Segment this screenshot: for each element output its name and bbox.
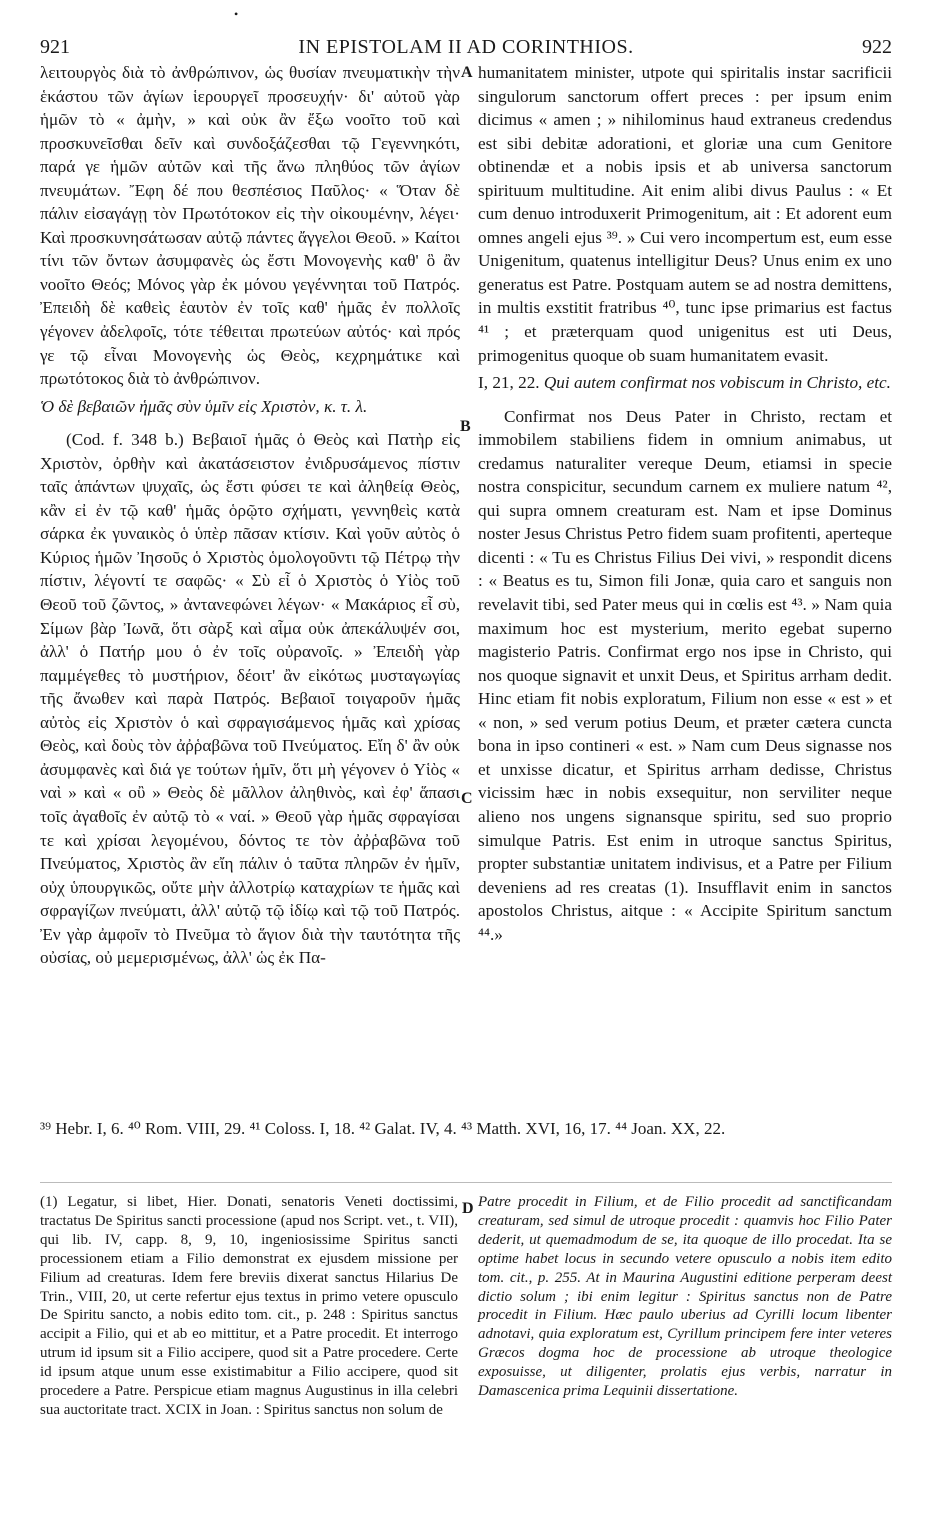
scripture-references: ³⁹ Hebr. I, 6. ⁴⁰ Rom. VIII, 29. ⁴¹ Coloss. I, 18. ⁴² Galat. IV, 4. ⁴³ Matth. XVI, 16, 17. ⁴⁴ Joan. XX, 22. bbox=[40, 1119, 726, 1138]
spacer bbox=[40, 418, 460, 428]
spacer bbox=[478, 395, 892, 405]
margin-marker-b: B bbox=[460, 418, 471, 435]
greek-column bbox=[40, 61, 460, 970]
greek-paragraph-2: (Cod. f. 348 b.) Βεβαιοῖ ἡμᾶς ὁ Θεὸς καὶ Πατὴρ εἰς Χριστὸν, ὀρθὴν καὶ ἀκατάσειστον ἐνιδρυσάμενος πίστιν ταῖς ἁπάντων ψυχαῖς, ὡς ἔστι φύσει τε καὶ ἀληθείᾳ Θεὸς, κἂν εἰ ἐν τῷ καθ' ἡμᾶς ὁρῷτο σχήματι, γεννηθεὶς κατὰ σάρκα ἐκ γυναικὸς ὁ ὑπὲρ πᾶσαν κτίσιν. Καὶ γοῦν αὐτὸς ὁ Κύριος ἡμῶν Ἰησοῦς ὁ Χριστὸς ὁμολογοῦντι τῷ Πέτρῳ τὴν πίστιν, λέγοντί τε σαφῶς· « Σὺ εἶ ὁ Χριστὸς ὁ Υἱὸς τοῦ Θεοῦ τοῦ ζῶντος, » ἀντανεφώνει λέγων· « Μακάριος εἶ σὺ, Σίμων βὰρ Ἰωνᾶ, ὅτι σὰρξ καὶ αἷμα οὐκ ἀπεκάλυψέν σοι, ἀλλ' ὁ Πατήρ μου ὁ ἐν τοῖς οὐρανοῖς. » Ἐπειδὴ γὰρ παμμέγεθες τὸ μυστήριον, δέοιτ' ἂν εἰκότως μυσταγωγίας τῆς ἄνωθεν καὶ παρὰ Πατρός. Βεβαιοῖ τοιγαροῦν ἡμᾶς αὐτὸς εἰς Χριστὸν ὁ καὶ σφραγισάμενος ἡμᾶς καὶ χρίσας Θεὸς, καὶ δοὺς τὸν ἀῤῥαβῶνα τοῦ Πνεύματος. Εἴη δ' ἂν οὐκ ἀσυμφανὲς καὶ διά γε τούτων ἡμῖν, ὅτι μὴ γέγονεν ὁ Υἱὸς « ναὶ » καὶ « οὒ » Θεὸς δὲ μᾶλλον ἀληθινὸς, καὶ ἐφ' ἅπασι τοῖς ἀγαθοῖς ἐν αὐτῷ τὸ « ναί. » Θεοῦ γὰρ ἡμᾶς σφραγίσαι τε καὶ χρίσαι λεγομένου, δόντος τε τὸν ἀῤῥαβῶνα τοῦ Πνεύματος, Χριστὸς ἂν εἴη πάλιν ὁ ταῦτα πληρῶν ἐν ἡμῖν, οὐχ ὑπουργικῶς, οὔτε μὴν ἀλλοτρίῳ καταχρίων τε ἡμᾶς καὶ σφραγίζων πνεύματι, ἀλλ' αὐτῷ τῷ ἰδίῳ καὶ τῷ τοῦ Πατρός. Ἐν γὰρ ἀμφοῖν τὸ Πνεῦμα τὸ ἅγιον διὰ τὴν ταυτότητα τῆς οὐσίας, οὐ μεμερισμένως, ἀλλ' ὡς ἐκ Πα- bbox=[40, 430, 460, 968]
running-title: IN EPISTOLAM II AD CORINTHIOS. bbox=[298, 36, 634, 58]
page-speck: • bbox=[234, 7, 239, 21]
greek-lemma: Ὁ δὲ βεβαιῶν ἡμᾶς σὺν ὑμῖν εἰς Χριστὸν, κ. τ. λ. bbox=[40, 396, 368, 416]
page-number-right: 922 bbox=[862, 36, 892, 58]
latin-paragraph-1: humanitatem minister, utpote qui spiritalis instar sacrificii singulorum sanctorum offert preces : per ipsum enim dicimus « amen ; » nihilominus haud extraneus credendus est sibi debitæ adorationi, et gloriæ una cum Genitore obtinendæ et a nobis ipsis et ab universa sanctorum spirituum multitudine. Ait enim alibi divus Paulus : « Et cum denuo introduxerit Primogenitum, ait : Et adorent eum omnes angeli ejus ³⁹. » Cui vero incompertum est, eum esse Unigenitum, quatenus intelligitur Deus? Unus enim ex uno generatus est Patre. Postquam autem se ad nostra demittens, in multis exstitit fratribus ⁴⁰, tunc ipse primarius est factus ⁴¹ ; et præterquam quod unigenitus est uti Deus, primogenitus quoque ob suam humanitatem evasit. bbox=[478, 63, 892, 365]
notes-divider bbox=[40, 1182, 892, 1183]
greek-paragraph-1: λειτουργὸς διὰ τὸ ἀνθρώπινον, ὡς θυσίαν πνευματικὴν τὴν ἑκάστου τῶν ἁγίων ἱερουργεῖ προσευχήν· δι' αὐτοῦ γὰρ ἡμῶν τὸ « ἀμὴν, » καὶ οὐκ ἂν ἔξω νοοῖτο τοῦ καὶ προσκυνεῖσθαι δεῖν καὶ συνδοξάζεσθαι τῷ Γεγεννηκότι, παρά γε ἡμῶν αὐτῶν καὶ τῆς ἄνω πληθύος τῶν ἁγίων πνευμάτων. Ἔφη δέ που θεσπέσιος Παῦλος· « Ὅταν δὲ πάλιν εἰσαγάγῃ τὸν Πρωτότοκον εἰς τὴν οἰκουμένην, λέγει· Καὶ προσκυνησάτωσαν αὐτῷ πάντες ἄγγελοι Θεοῦ. » Καίτοι τίνι τῶν ὄντων ἀσυμφανὲς ὡς ἔστι Μονογενὴς καθ' ὃ ἂν νοοῖτο Θεός; Μόνος γὰρ ἐκ μόνου γεγέννηται τοῦ Πατρός. Ἐπειδὴ δὲ καθεὶς ἑαυτὸν ἐν τοῖς καθ' ἡμᾶς ἐν πολλοῖς γέγονεν ἀδελφοῖς, τότε τέθειται πρωτεύων αὐτός· καὶ πρός γε τῷ εἶναι Μονογενὴς ὡς Θεὸς, κεχρημάτικε καὶ πρωτότοκος διὰ τὸ ἀνθρώπινον. bbox=[40, 63, 460, 389]
margin-marker-a: A bbox=[461, 64, 473, 81]
margin-marker-d: D bbox=[462, 1200, 474, 1217]
running-header bbox=[40, 36, 892, 60]
lemma-text: Qui autem confirmat nos vobiscum in Christo, etc. bbox=[543, 373, 891, 393]
latin-lemma bbox=[478, 371, 892, 395]
latin-paragraph-2: Confirmat nos Deus Pater in Christo, rectam et immobilem stabiliens fidem in omnium animabus, ut credamus naturaliter vereque Deum, etiamsi in specie nostra conspicitur, secundum carnem ex muliere natum ⁴², qui supra omnem creaturam est. Nam et ipse Dominus noster Jesus Christus Petro fidem suam profitenti, aperteque dicenti : « Tu es Christus Filius Dei vivi, » respondit dicens : « Beatus es tu, Simon fili Jonæ, quia caro et sanguis non revelavit tibi, sed Pater meus qui in cœlis est ⁴³. » Nam quia maximum hoc est mysterium, merito egebat superno magisterio Patris. Confirmat ergo nos ipse in Christo, qui nos quoque signavit et unxit Deus, et Spiritus arrham dedit. Hinc etiam fit nobis exploratum, Filium non esse « est » et « non, » sed verum potius Deum, et præter cætera cuncta bona in ipso contineri « est. » Nam cum Deus signasse nos et unxisse dicatur, et Spiritus arrham dedisse, Christus vicissim hæc in nobis exsequitur, non serviliter neque alieno nos ungens signansque spiritu, sed suo proprio simulque Patris. Est enim in utroque sanctus Spiritus, propter substantiæ unitatem indivisus, et a Patre per Filium deveniens ad res creatas (1). Insufflavit enim in sanctos apostolos Christus, aitque : « Accipite Spiritum sanctum ⁴⁴.» bbox=[478, 406, 892, 944]
page-number-left: 921 bbox=[40, 36, 70, 58]
editor-note-right bbox=[478, 1193, 892, 1401]
editor-note-left bbox=[40, 1193, 458, 1420]
note-text-right: Patre procedit in Filium, et de Filio procedit ad sanctificandam creaturam, sed simul de utroque procedit : quamvis hoc Filio Pater dederit, ut quemadmodum de se, ita quoque de illo procedat. Ita se optime habet locus in secundo vetere opusculo a nobis item edito tom. cit., p. 255. At in Maurina Augustini editione perperam deest dictio solum ; ibi enim legitur : Spiritus sanctus non de Patre procedit in Filium. Hæc paulo uberius ad Cyrilli locum libenter adnotavi, quia exploratum est, Cyrillum principem fere inter veteres Græcos dogma hoc de processione ab utroque theologice exposuisse, ut diligenter, prolatis ejus verbis, narratur in Damascenica prima Lequinii dissertatione. bbox=[478, 1194, 892, 1400]
margin-marker-c: C bbox=[461, 790, 473, 807]
lemma-reference: I, 21, 22. bbox=[478, 373, 540, 393]
latin-column bbox=[478, 61, 892, 946]
note-text-left: (1) Legatur, si libet, Hier. Donati, senatoris Veneti doctissimi, tractatus De Spiritus sancti processione (apud nos Script. vet., t. VII), qui lib. IV, capp. 8, 9, 10, ingeniosissime Spiritus sancti processionem etiam a Filio demonstrat ex ejusdem missione per Filium ad creaturas. Idem fere breviis dixerat sanctus Hilarius De Trin., VIII, 20, ut certe refertur ejus textus in primo vetere opusculo De Spiritu sancto, a nobis edito tom. cit., p. 248 : Spiritus sanctus accipit a Filio, qui et ab eo mittitur, et a Patre procedit. Et interrogo utrum id ipsum sit a Filio accipere, quod sit a Patre procedere. Certe id ipsum atque unum esse existimabitur a Filio accipere, quod sit procedere a Patre. Perspicue etiam magnus Augustinus in illa celebri sua auctoritate tract. XCIX in Joan. : Spiritus sanctus non solum de bbox=[40, 1194, 458, 1418]
